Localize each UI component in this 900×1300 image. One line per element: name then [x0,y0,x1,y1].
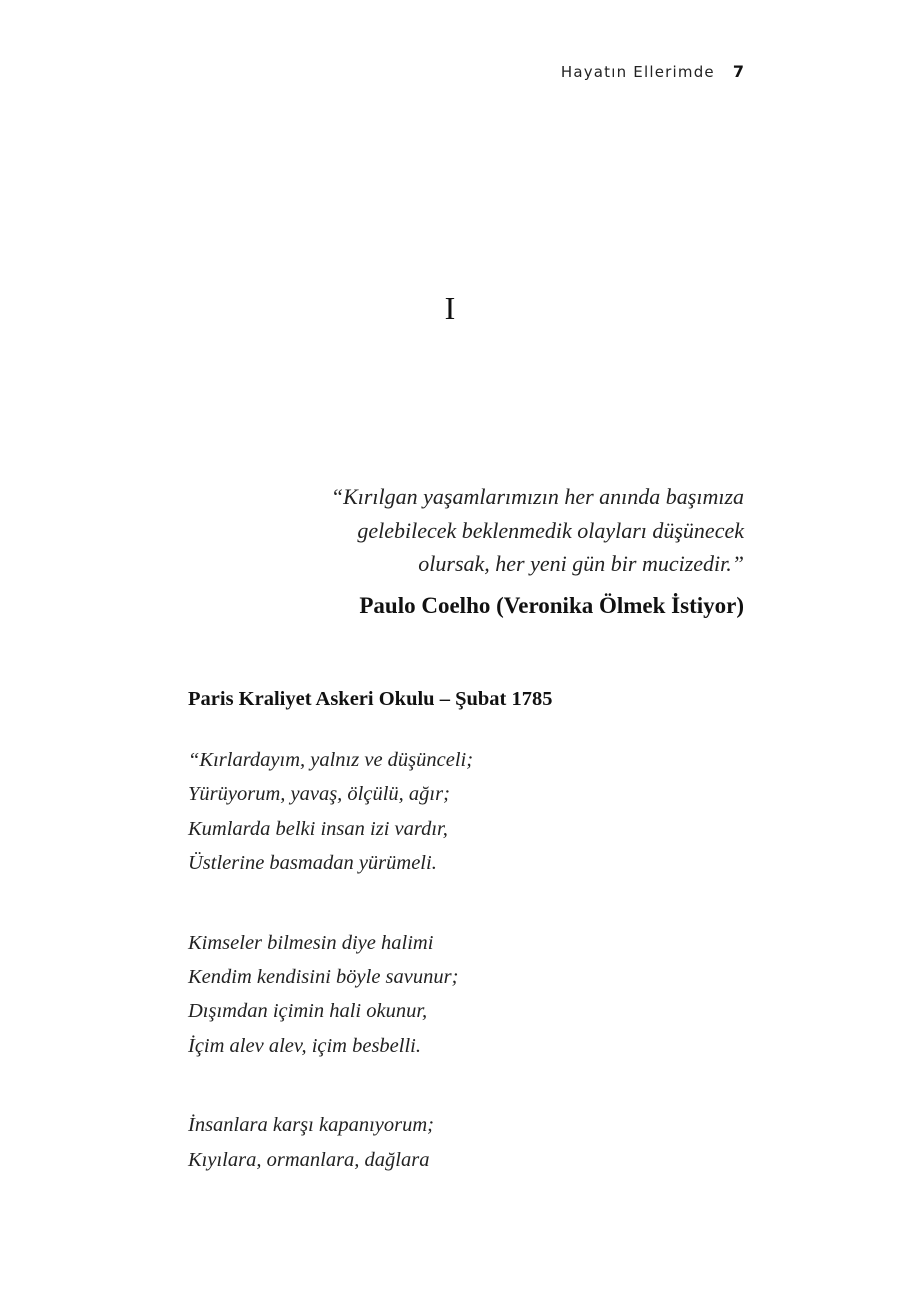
poem-line: Yürüyorum, yavaş, ölçülü, ağır; [188,783,450,806]
stanza [188,743,748,881]
epigraph-line: “Kırılgan yaşamlarımızın her anında başımıza [330,484,744,509]
poem-line: İçim alev alev, içim besbelli. [188,1034,421,1057]
stanza [188,926,748,1064]
page-number: 7 [732,62,744,81]
poem [188,743,748,1222]
epigraph-line: gelebilecek beklenmedik olayları düşünecek [357,517,744,543]
poem-line: Kıyılara, ormanlara, dağlara [188,1148,430,1171]
stanza [188,1108,748,1177]
section-heading: Paris Kraliyet Askeri Okulu – Şubat 1785 [188,688,553,710]
poem-line: Dışımdan içimin hali okunur, [188,1000,428,1023]
poem-line: Üstlerine basmadan yürümeli. [188,852,437,875]
poem-line: Kumlarda belki insan izi vardır, [188,817,448,840]
poem-line: Kimseler bilmesin diye halimi [188,931,434,954]
part-numeral: I [444,290,456,326]
running-header [561,62,744,81]
poem-line: Kendim kendisini böyle savunur; [188,966,459,989]
poem-line: İnsanlara karşı kapanıyorum; [188,1114,434,1137]
epigraph-line: olursak, her yeni gün bir mucizedir.” [418,551,744,576]
running-title: Hayatın Ellerimde [560,63,715,81]
epigraph-attribution: Paulo Coelho (Veronika Ölmek İstiyor) [359,592,744,618]
poem-line: “Kırlardayım, yalnız ve düşünceli; [188,749,474,771]
epigraph [184,480,744,619]
